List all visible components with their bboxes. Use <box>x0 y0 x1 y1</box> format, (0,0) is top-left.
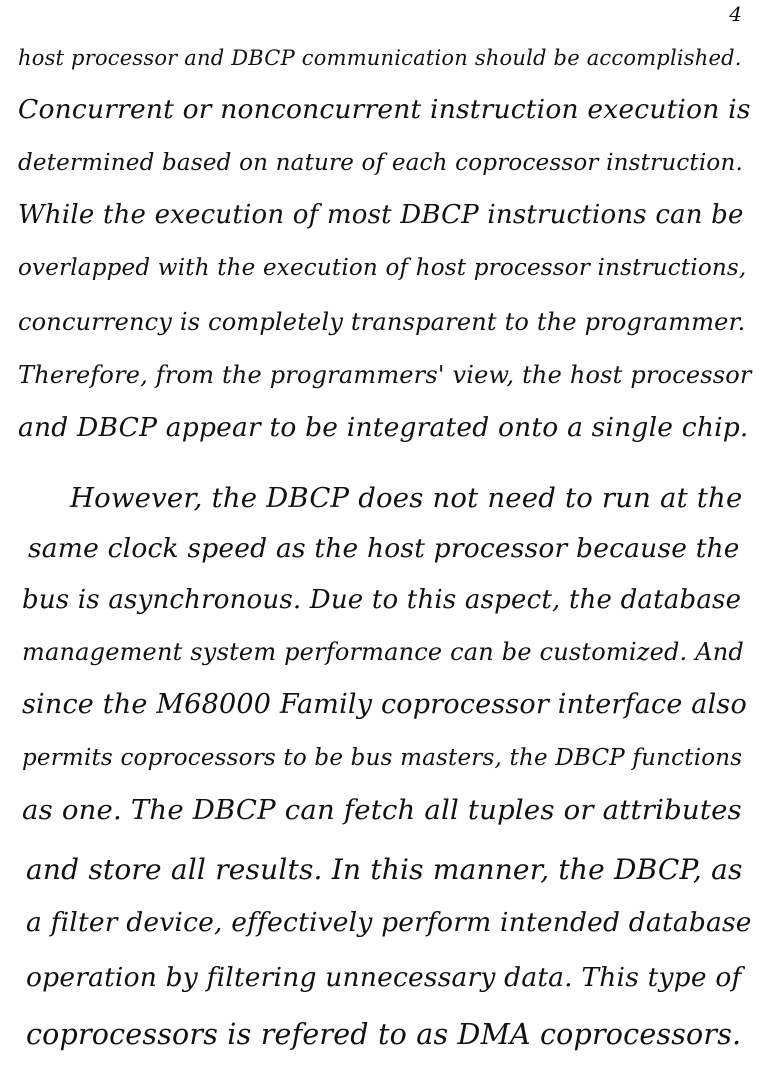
text-line-11: bus is asynchronous. Due to this aspect, the database <box>22 585 742 615</box>
text-line-3: determined based on nature of each coprocessor instruction. <box>18 150 743 176</box>
text-line-17: a filter device, effectively perform intended database <box>26 907 752 938</box>
text-line-18: operation by filtering unnecessary data. This type of <box>26 962 742 993</box>
text-line-13: since the M68000 Family coprocessor interface also <box>22 689 747 720</box>
text-line-7: Therefore, from the programmers' view, the host processor <box>18 361 752 389</box>
text-line-8: and DBCP appear to be integrated onto a single chip. <box>18 412 749 443</box>
text-line-10: same clock speed as the host processor because the <box>28 533 740 564</box>
text-line-4: While the execution of most DBCP instructions can be <box>18 200 744 230</box>
text-line-2: Concurrent or nonconcurrent instruction execution is <box>18 94 751 125</box>
text-line-16: and store all results. In this manner, the DBCP, as <box>26 853 743 886</box>
page-number: 4 <box>729 2 742 26</box>
text-line-9: However, the DBCP does not need to run at the <box>70 482 743 514</box>
text-line-15: as one. The DBCP can fetch all tuples or attributes <box>22 794 742 826</box>
text-line-12: management system performance can be customized. And <box>22 638 744 666</box>
text-line-5: overlapped with the execution of host processor instructions, <box>18 255 747 281</box>
text-line-14: permits coprocessors to be bus masters, the DBCP functions <box>22 745 743 771</box>
text-line-6: concurrency is completely transparent to the programmer. <box>18 308 746 336</box>
text-line-1: host processor and DBCP communication should be accomplished. <box>18 46 742 70</box>
text-line-19: coprocessors is refered to as DMA coprocessors. <box>26 1018 742 1051</box>
